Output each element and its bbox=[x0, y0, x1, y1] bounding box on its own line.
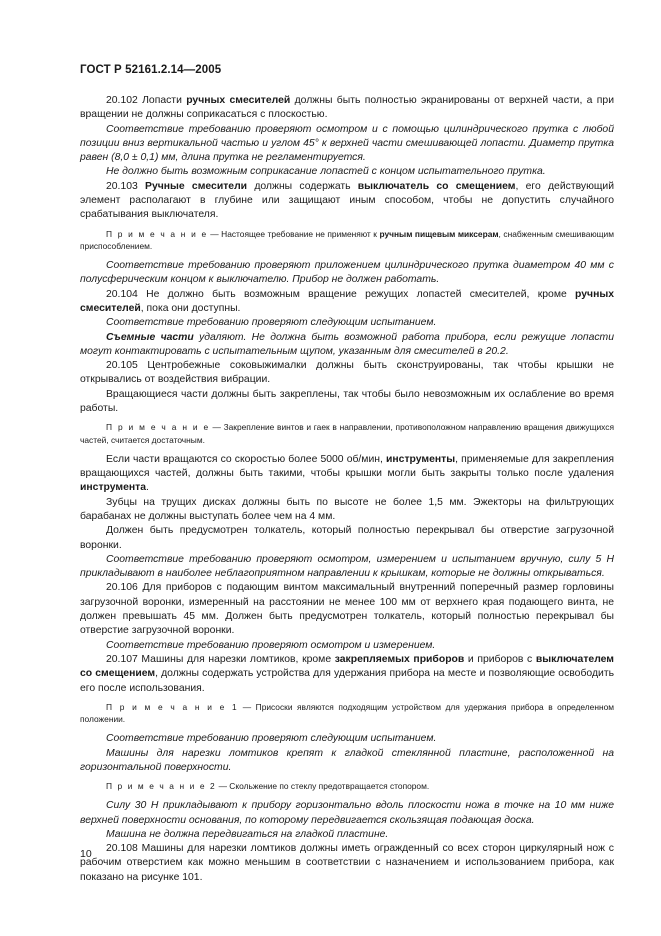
text-run: и приборов с bbox=[464, 653, 536, 665]
clause-paragraph bbox=[80, 288, 614, 317]
defined-term: инструменты bbox=[386, 453, 456, 465]
clause-paragraph bbox=[80, 496, 614, 525]
compliance-paragraph bbox=[80, 828, 614, 842]
compliance-paragraph bbox=[80, 553, 614, 582]
text-run: , снабженным смешивающим приспособлением. bbox=[80, 228, 614, 251]
clause-paragraph bbox=[80, 842, 614, 885]
text-run: 20.104 Не должно быть возможным вращение режущих лопастей смесителей, кроме bbox=[106, 288, 576, 300]
defined-term: Ручные смесители bbox=[145, 180, 248, 192]
text-run: , пока они доступны. bbox=[140, 302, 241, 314]
text-run: Должен быть предусмотрен толкатель, который полностью перекрывал бы отверстие загрузочной воронки. bbox=[80, 525, 614, 551]
text-run: Соответствие требованию проверяют осмотром и измерением. bbox=[106, 639, 436, 651]
clause-paragraph bbox=[80, 453, 614, 496]
text-run: Соответствие требованию проверяют следующим испытанием. bbox=[106, 733, 437, 745]
defined-term: выключатель со смещением bbox=[357, 180, 516, 192]
defined-term: ручных смесителей bbox=[80, 288, 614, 314]
compliance-paragraph bbox=[80, 123, 614, 166]
compliance-paragraph bbox=[80, 165, 614, 179]
clause-paragraph bbox=[80, 653, 614, 696]
note-label: П р и м е ч а н и е 2 bbox=[106, 781, 217, 792]
text-run: , должны содержать устройства для удержания прибора на месте и позволяющие освободить его после использования. bbox=[80, 668, 615, 694]
text-run: 20.107 Машины для нарезки ломтиков, кроме bbox=[106, 653, 335, 665]
note-paragraph bbox=[80, 701, 614, 725]
compliance-paragraph bbox=[80, 747, 614, 776]
note-paragraph bbox=[80, 421, 614, 445]
text-run: — Закрепление винтов и гаек в направлении, противоположном направлению вращения движущихся частей, считается достаточным. bbox=[80, 422, 614, 445]
text-run: Соответствие требованию проверяют осмотром, измерением и испытанием вручную, силу 5 Н прикладывают в наиболее неблагоприятном направлении к крышкам, которые не должны открываться. bbox=[80, 553, 614, 580]
text-run: Машина не должна передвигаться на гладкой пластине. bbox=[106, 828, 389, 840]
defined-term: Съемные части bbox=[106, 331, 194, 343]
compliance-paragraph bbox=[80, 639, 614, 653]
compliance-paragraph bbox=[80, 259, 614, 288]
text-run: 20.105 Центробежные соковыжималки должны быть сконструированы, так чтобы крышки не открывались от воздействия вибрации. bbox=[80, 360, 614, 386]
text-run: Соответствие требованию проверяют приложением цилиндрического прутка диаметром 40 мм с полусферическим концом к выключателю. Прибор не должен работать. bbox=[80, 260, 614, 286]
standard-header: ГОСТ Р 52161.2.14—2005 bbox=[80, 64, 222, 76]
compliance-paragraph bbox=[80, 732, 614, 746]
clause-paragraph bbox=[80, 94, 614, 123]
clause-paragraph bbox=[80, 524, 614, 553]
text-run: 20.106 Для приборов с подающим винтом максимальный внутренний поперечный размер горловины загрузочной воронки, измеренный на расстоянии не менее 100 мм от верхнего края подающего винта, не должен превышать 45 мм. Должен быть предусмотрен толкатель, который полностью перекрывал бы отверстие загрузочной воронки. bbox=[80, 582, 614, 637]
text-run: 20.108 Машины для нарезки ломтиков должны иметь огражденный со всех сторон циркулярный нож с рабочим отверстием как можно меньшим в соответствии с назначением и использованием прибора, как показано на рисунке 101. bbox=[80, 843, 614, 883]
text-run: Машины для нарезки ломтиков крепят к гладкой стеклянной пластине, расположенной на горизонтальной поверхности. bbox=[80, 747, 614, 773]
defined-term: ручным пищевым миксерам bbox=[379, 228, 499, 239]
text-run: Соответствие требованию проверяют следующим испытанием. bbox=[106, 317, 437, 329]
text-run: Если части вращаются со скоростью более 5000 об/мин, bbox=[106, 453, 386, 465]
defined-term: закрепляемых приборов bbox=[334, 653, 465, 665]
text-run: должны содержать bbox=[247, 180, 358, 192]
text-run: . bbox=[146, 482, 149, 494]
text-run: Соответствие требованию проверяют осмотром и с помощью цилиндрического прутка с любой позиции вниз вертикальной частью и углом 45° к верхней части смешивающей лопасти. Диаметр прутка равен (8,0 ± 0,1) мм, длина прутка не регламентируется. bbox=[80, 123, 614, 164]
text-run: — Скольжение по стеклу предотвращается стопором. bbox=[216, 781, 430, 792]
compliance-paragraph bbox=[80, 331, 614, 360]
text-run: , применяемые для закрепления вращающихся частей, должны быть такими, чтобы крышки могли быть закрыты только после удаления bbox=[80, 453, 615, 480]
text-run: 20.103 bbox=[106, 180, 146, 192]
note-label: П р и м е ч а н и е 1 bbox=[106, 701, 239, 712]
text-run: Зубцы на трущих дисках должны быть по высоте не более 1,5 мм. Эжекторы на фильтрующих барабанах не должны выступать более чем на 4 мм. bbox=[80, 496, 614, 522]
text-run: удаляют. Не должна быть возможной работа прибора, если режущие лопасти могут контактировать с испытательным щупом, указанным для смесителей в 20.2. bbox=[80, 331, 614, 357]
text-run: , его действующий элемент располагают в глубине или защищают иным способом, чтобы не допустить случайного срабатывания выключателя. bbox=[80, 180, 615, 221]
text-run: Вращающиеся части должны быть закреплены, так чтобы было невозможным их ослабление во время работы. bbox=[80, 388, 614, 415]
clause-paragraph bbox=[80, 581, 614, 638]
text-run: — Настоящее требование не применяют к bbox=[207, 228, 380, 239]
text-run: Не должно быть возможным соприкасание лопастей с концом испытательного прутка. bbox=[106, 166, 546, 178]
text-run: 20.102 Лопасти bbox=[106, 95, 187, 106]
compliance-paragraph bbox=[80, 316, 614, 330]
note-label: П р и м е ч а н и е bbox=[106, 422, 210, 433]
defined-term: инструмента bbox=[80, 482, 146, 494]
compliance-paragraph bbox=[80, 799, 614, 828]
note-paragraph bbox=[80, 780, 614, 792]
defined-term: ручных смесителей bbox=[186, 95, 291, 106]
text-run: должны быть полностью экранированы от верхней части, а при вращении не должны соприкасаться с плоскостью. bbox=[80, 95, 615, 121]
defined-term: выключателем со смещением bbox=[80, 653, 614, 680]
clause-paragraph bbox=[80, 388, 614, 417]
text-run: — Присоски являются подходящим устройством для удержания прибора в определенном положении. bbox=[80, 701, 614, 724]
note-paragraph bbox=[80, 228, 614, 252]
clause-paragraph bbox=[80, 180, 614, 223]
note-label: П р и м е ч а н и е bbox=[106, 228, 208, 239]
page-number: 10 bbox=[80, 848, 92, 860]
clause-paragraph bbox=[80, 359, 614, 388]
document-body bbox=[80, 94, 614, 885]
text-run: Силу 30 Н прикладывают к прибору горизонтально вдоль плоскости ножа в точке на 10 мм ниже верхней поверхности основания, по которому передвигается скользящая подающая доска. bbox=[80, 800, 614, 826]
